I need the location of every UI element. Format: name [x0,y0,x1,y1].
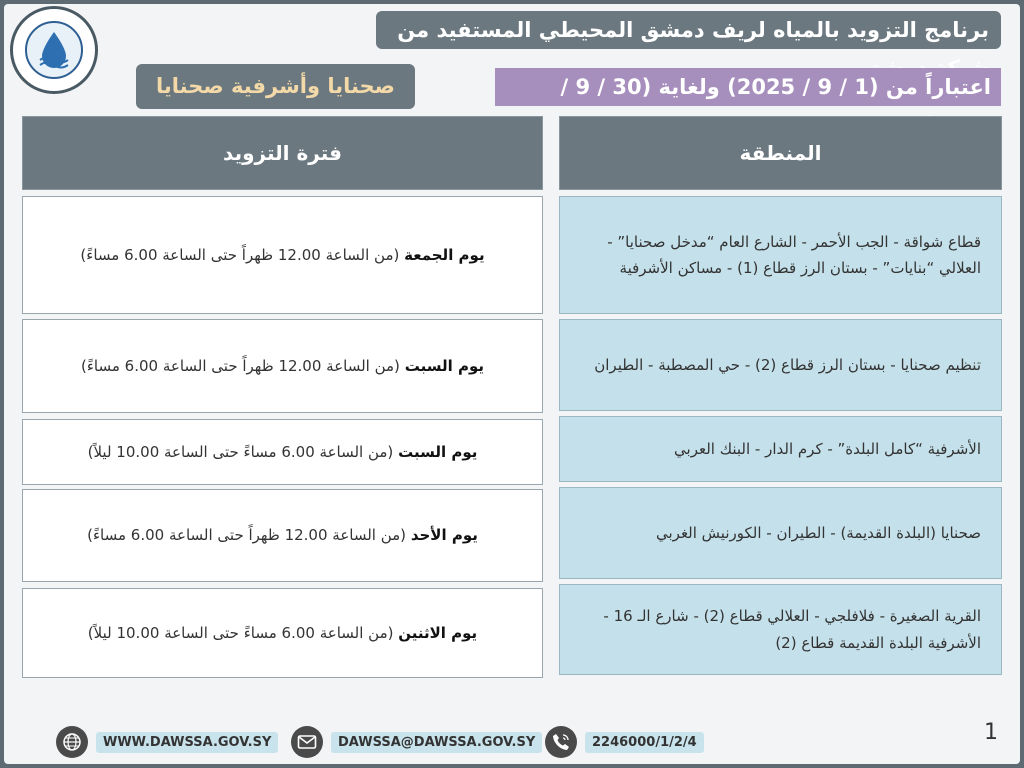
envelope-icon [291,726,323,758]
table-row-region: قطاع شواقة - الجب الأحمر - الشارع العام “مدخل صحنايا” - العلالي “بنايات” - بستان الرز قطاع (1) - مساكن الأشرفية [559,196,1002,314]
footer-website [56,727,278,757]
website-link[interactable]: WWW.DAWSSA.GOV.SY [96,732,278,753]
supply-time: (من الساعة 6.00 مساءً حتى الساعة 10.00 ليلاً) [87,442,394,461]
footer-email [291,727,542,757]
organization-logo [10,6,98,94]
table-row-period [22,319,543,413]
supply-time: (من الساعة 12.00 ظهراً حتى الساعة 6.00 مساءً) [80,245,400,264]
area-name: صحنايا وأشرفية صحنايا [136,64,415,109]
table-row-period [22,489,543,582]
supply-day: يوم السبت [398,442,478,461]
email-link[interactable]: DAWSSA@DAWSSA.GOV.SY [331,732,542,753]
table-row-region: الأشرفية “كامل البلدة” - كرم الدار - البنك العربي [559,416,1002,482]
period-column-header: فترة التزويد [22,116,543,190]
water-drop-logo-icon [25,21,83,79]
supply-time: (من الساعة 12.00 ظهراً حتى الساعة 6.00 مساءً) [87,526,407,545]
table-row-period [22,419,543,485]
supply-day: يوم الاثنين [398,623,478,642]
table-row-period [22,588,543,678]
page-number: 1 [984,720,998,745]
supply-time: (من الساعة 6.00 مساءً حتى الساعة 10.00 ليلاً) [87,623,394,642]
phone-number[interactable]: 2246000/1/2/4 [585,732,704,753]
phone-icon [545,726,577,758]
page-title: برنامج التزويد بالمياه لريف دمشق المحيطي المستفيد من [376,11,1001,49]
table-row-region: القرية الصغيرة - فلافلجي - العلالي قطاع (2) - شارع الـ 16 - الأشرفية البلدة القديمة قطاع (2) [559,584,1002,675]
supply-day: يوم الجمعة [404,245,485,264]
table-row-region: تنظيم صحنايا - بستان الرز قطاع (2) - حي المصطبة - الطيران [559,319,1002,411]
globe-icon [56,726,88,758]
supply-time: (من الساعة 12.00 ظهراً حتى الساعة 6.00 مساءً) [81,356,400,375]
table-row-region: صحنايا (البلدة القديمة) - الطيران - الكورنيش الغربي [559,487,1002,579]
supply-day: يوم السبت [404,356,484,375]
date-range: اعتباراً من (1 / 9 / 2025) ولغاية (30 / 9 / [495,68,1001,106]
supply-day: يوم الأحد [410,526,478,545]
table-row-period [22,196,543,314]
region-column-header: المنطقة [559,116,1002,190]
footer-phone [545,727,704,757]
